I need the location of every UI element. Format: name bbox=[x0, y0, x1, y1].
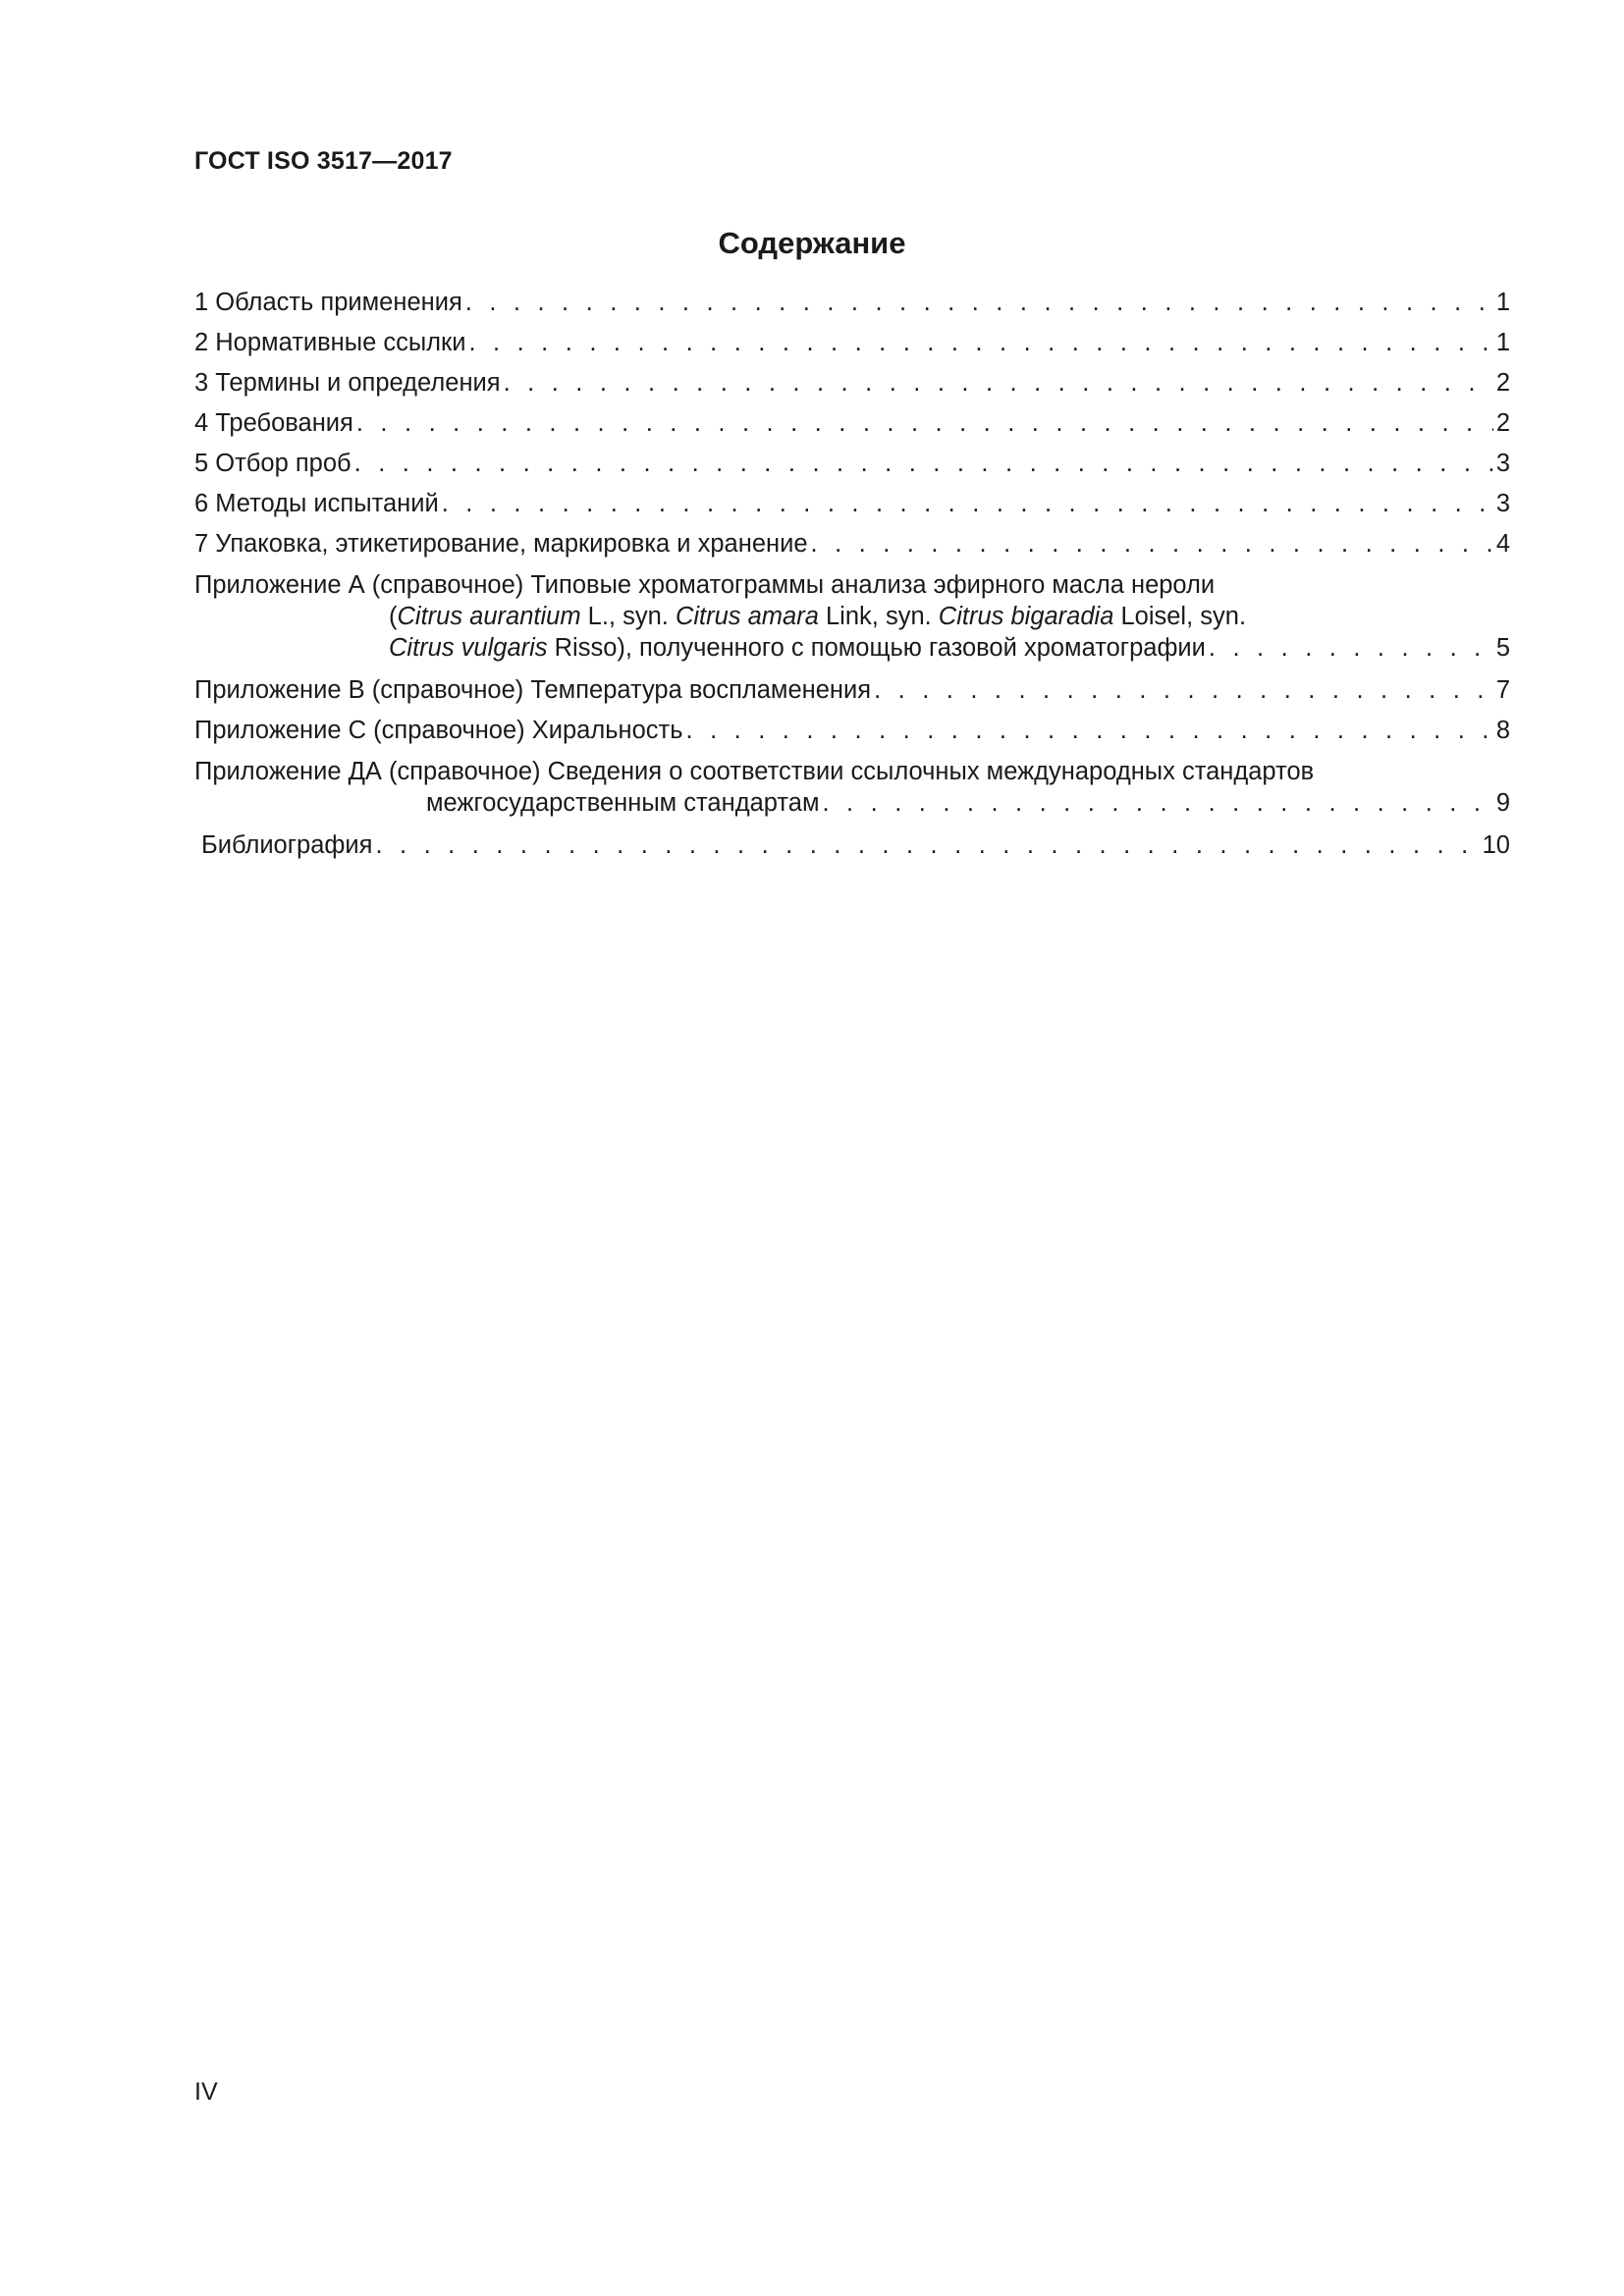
dot-leader bbox=[465, 283, 1493, 323]
toc-entry-label: Библиография bbox=[201, 831, 373, 859]
toc-entry-page: 8 bbox=[1495, 717, 1510, 744]
toc-entry-page: 9 bbox=[1495, 789, 1510, 817]
toc-entry-label-line-1: Приложение ДА (справочное) Сведения о соответствии ссылочных международных стандартов bbox=[194, 758, 1315, 785]
text-run: ( bbox=[389, 603, 398, 630]
dot-leader bbox=[356, 403, 1493, 444]
dot-leader bbox=[1209, 632, 1493, 664]
species-name: Citrus amara bbox=[675, 603, 819, 630]
toc-entry-label: 7 Упаковка, этикетирование, маркировка и хранение bbox=[194, 530, 808, 558]
toc-entry-1[interactable] bbox=[194, 283, 1510, 323]
toc-entry-label: Приложение В (справочное) Температура воспламенения bbox=[194, 676, 872, 704]
toc-entry-page: 7 bbox=[1495, 676, 1510, 704]
toc-entry-page: 2 bbox=[1495, 369, 1510, 397]
toc-entry-label: 1 Область применения bbox=[194, 289, 462, 316]
toc-entry-label: 3 Термины и определения bbox=[194, 369, 501, 397]
toc-entry-page: 3 bbox=[1495, 490, 1510, 517]
toc-entry-page: 3 bbox=[1495, 450, 1510, 477]
toc-entry-page: 1 bbox=[1495, 329, 1510, 356]
toc-title: Содержание bbox=[718, 226, 906, 260]
text-run: Loisel, syn. bbox=[1113, 603, 1247, 630]
toc-entry-annex-c[interactable] bbox=[194, 711, 1510, 751]
toc-entry-label-line-3 bbox=[194, 632, 1510, 664]
document-id: ГОСТ ISO 3517—2017 bbox=[194, 147, 453, 175]
toc-entry-label-line-2 bbox=[194, 787, 1510, 819]
toc-entry-bibliography[interactable] bbox=[194, 826, 1510, 866]
toc-entry-label-line-2 bbox=[194, 601, 1510, 632]
dot-leader bbox=[442, 484, 1493, 524]
toc-entry-label: Приложение С (справочное) Хиральность bbox=[194, 717, 683, 744]
dot-leader bbox=[504, 363, 1493, 403]
toc-entry-label bbox=[389, 632, 1206, 664]
toc-entry-annex-a[interactable] bbox=[194, 569, 1510, 664]
toc-entry-4[interactable] bbox=[194, 403, 1510, 444]
toc-entry-page: 2 bbox=[1495, 409, 1510, 437]
toc-entry-5[interactable] bbox=[194, 444, 1510, 484]
text-run: Link, syn. bbox=[818, 603, 939, 630]
toc-entry-7[interactable] bbox=[194, 524, 1510, 564]
toc-entry-label: 5 Отбор проб bbox=[194, 450, 352, 477]
table-of-contents bbox=[194, 283, 1510, 866]
toc-entry-label: 2 Нормативные ссылки bbox=[194, 329, 466, 356]
dot-leader bbox=[375, 826, 1479, 866]
toc-entry-label: межгосударственным стандартам bbox=[426, 789, 820, 817]
toc-entry-page: 5 bbox=[1495, 634, 1510, 662]
dot-leader bbox=[354, 444, 1493, 484]
dot-leader bbox=[468, 323, 1492, 363]
dot-leader bbox=[822, 787, 1492, 819]
species-name: Citrus vulgaris bbox=[389, 634, 548, 662]
toc-entry-label-line-1: Приложение А (справочное) Типовые хроматограммы анализа эфирного масла нероли bbox=[194, 571, 1216, 599]
toc-entry-page: 10 bbox=[1482, 831, 1510, 859]
species-name: Citrus bigaradia bbox=[938, 603, 1114, 630]
toc-entry-3[interactable] bbox=[194, 363, 1510, 403]
toc-entry-label: 4 Требования bbox=[194, 409, 353, 437]
toc-entry-page: 4 bbox=[1495, 530, 1510, 558]
dot-leader bbox=[811, 524, 1493, 564]
toc-entry-annex-b[interactable] bbox=[194, 670, 1510, 711]
page-number: IV bbox=[194, 2078, 218, 2106]
text-run: Risso), полученного с помощью газовой хроматографии bbox=[547, 634, 1206, 662]
toc-entry-annex-da[interactable] bbox=[194, 756, 1510, 819]
species-name: Citrus aurantium bbox=[397, 603, 581, 630]
toc-entry-2[interactable] bbox=[194, 323, 1510, 363]
dot-leader bbox=[686, 711, 1493, 751]
toc-entry-label: 6 Методы испытаний bbox=[194, 490, 439, 517]
text-run: L., syn. bbox=[580, 603, 676, 630]
dot-leader bbox=[874, 670, 1493, 711]
toc-entry-6[interactable] bbox=[194, 484, 1510, 524]
toc-entry-page: 1 bbox=[1495, 289, 1510, 316]
